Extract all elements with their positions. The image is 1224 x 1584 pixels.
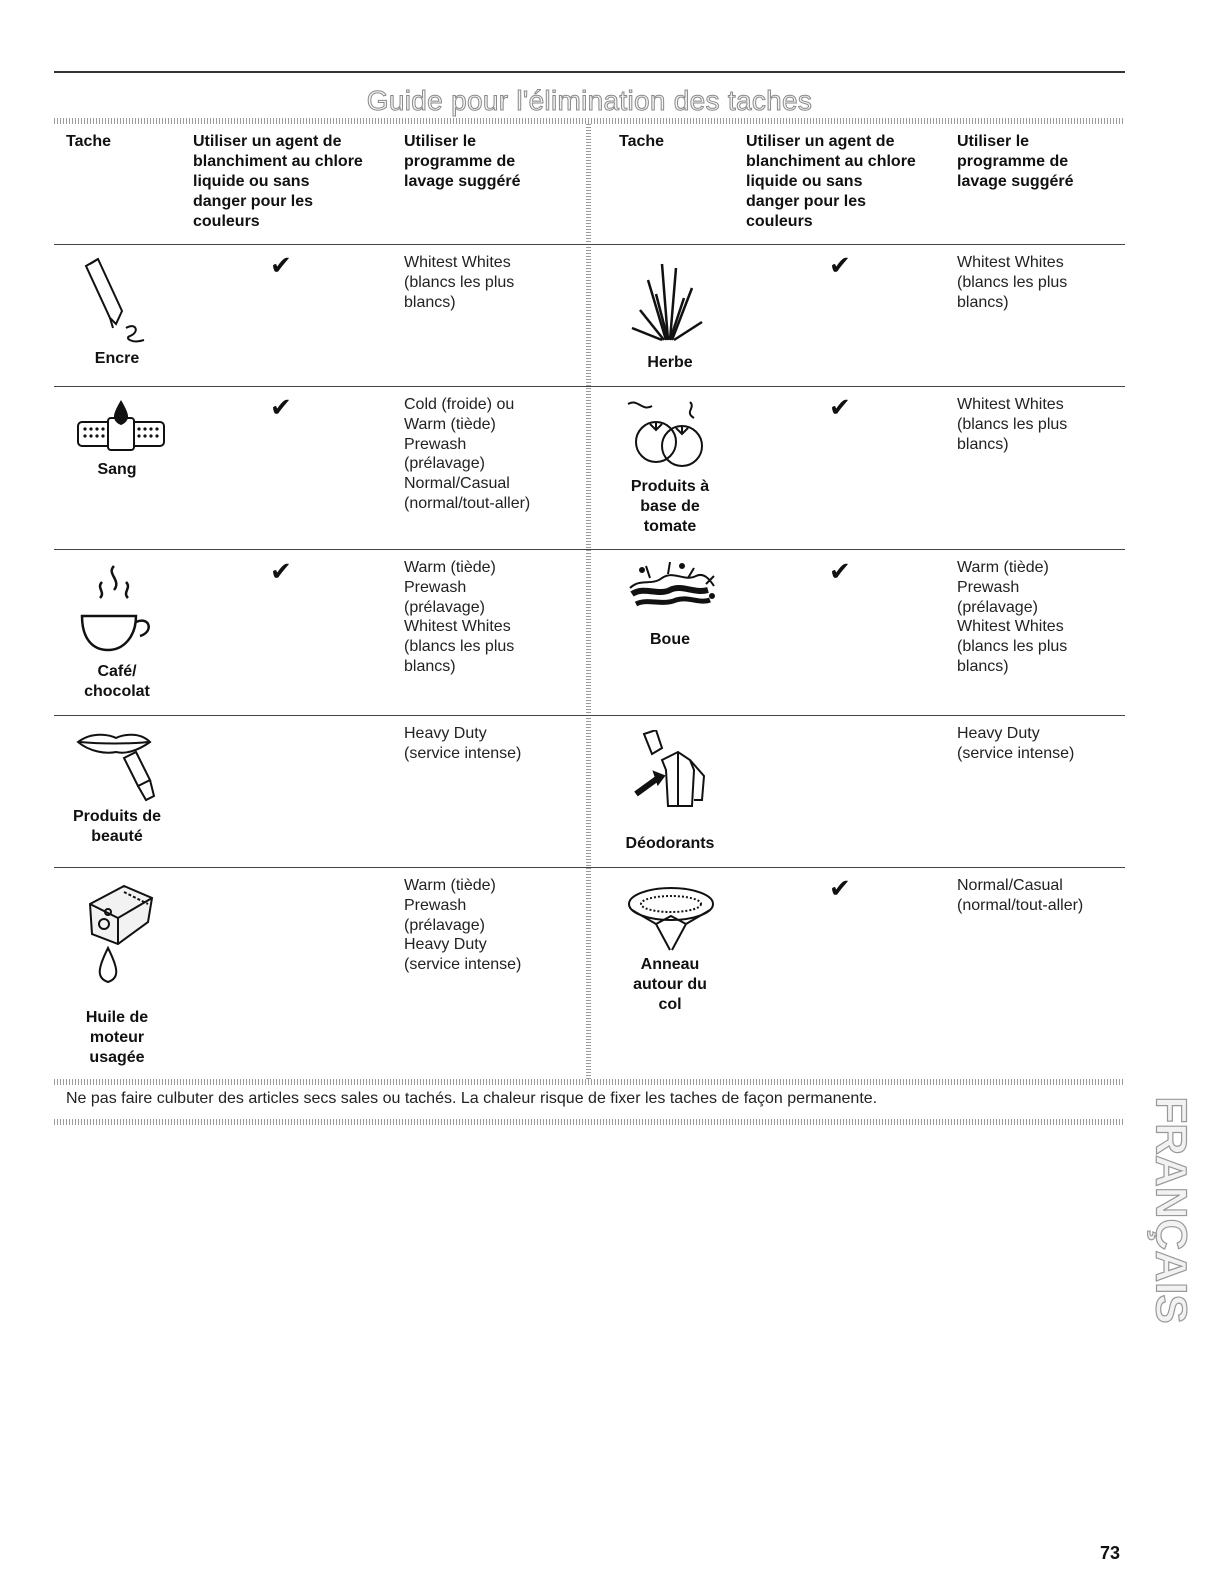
check-mark: ✔ [829,250,851,280]
stain-label: Sang [97,461,137,478]
motor-oil-icon [78,882,158,1002]
stain-label: Boue [650,631,690,648]
stain-label: Huile de moteur usagée [85,1009,149,1066]
row-rule [54,715,1125,716]
stain-label: Encre [94,350,140,367]
row-rule [54,386,1125,387]
header-tache-right: Tache [619,133,665,150]
stain-label: Déodorants [625,835,715,852]
footnote-hatch-bottom [54,1119,1125,1125]
check-mark: ✔ [829,873,851,903]
stain-label: Produits à base de tomate [630,478,710,535]
coffee-cup-icon [74,562,160,658]
row-rule [54,244,1125,245]
footnote-hatch-top [54,1079,1125,1085]
footnote: Ne pas faire culbuter des articles secs sales ou tachés. La chaleur risque de fixer les taches de façon permanente. [66,1090,878,1107]
header-bleach-left: Utiliser un agent de blanchiment au chlore liquide ou sans danger pour les couleurs [193,133,363,230]
program-text: Heavy Duty (service intense) [957,725,1075,762]
pen-icon [78,256,158,346]
program-text: Whitest Whites (blancs les plus blancs) [957,396,1068,453]
stain-label: Produits de beauté [72,808,161,845]
program-text: Normal/Casual (normal/tout-aller) [957,877,1084,914]
program-text: Whitest Whites (blancs les plus blancs) [404,254,515,311]
mud-splash-icon [622,560,718,624]
page-title: Guide pour l'élimination des taches [366,85,813,116]
shirt-collar-icon [626,884,716,954]
header-tache-left: Tache [66,133,112,150]
deodorant-shirt-icon [632,730,712,810]
header-program-right: Utiliser le programme de lavage suggéré [957,133,1074,190]
row-rule [54,867,1125,868]
blood-bandage-icon [76,400,166,456]
stain-label: Café/ chocolat [84,663,150,700]
language-side-tab [1147,1080,1197,1340]
header-program-left: Utiliser le programme de lavage suggéré [404,133,521,190]
program-text: Whitest Whites (blancs les plus blancs) [957,254,1068,311]
grass-icon [628,258,708,342]
program-text: Cold (froide) ou Warm (tiède) Prewash (prélavage) Normal/Casual (normal/tout-aller) [404,396,531,512]
program-text: Heavy Duty (service intense) [404,725,522,762]
check-mark: ✔ [270,250,292,280]
lipstick-icon [76,728,156,804]
check-mark: ✔ [270,392,292,422]
top-rule [54,71,1125,73]
stain-label: Anneau autour du col [633,956,707,1013]
stain-label: Herbe [647,354,693,371]
check-mark: ✔ [270,556,292,586]
row-rule [54,549,1125,550]
program-text: Warm (tiède) Prewash (prélavage) Heavy Duty (service intense) [404,877,522,974]
column-divider [586,124,591,1080]
program-text: Warm (tiède) Prewash (prélavage) Whitest Whites (blancs les plus blancs) [957,559,1068,675]
page-number: 73 [1100,1543,1121,1563]
header-bleach-right: Utiliser un agent de blanchiment au chlore liquide ou sans danger pour les couleurs [746,133,916,230]
language-side-tab-label: FRANÇAIS [1147,1096,1197,1324]
check-mark: ✔ [829,392,851,422]
check-mark: ✔ [829,556,851,586]
tomato-icon [624,398,714,472]
program-text: Warm (tiède) Prewash (prélavage) Whitest Whites (blancs les plus blancs) [404,559,515,675]
